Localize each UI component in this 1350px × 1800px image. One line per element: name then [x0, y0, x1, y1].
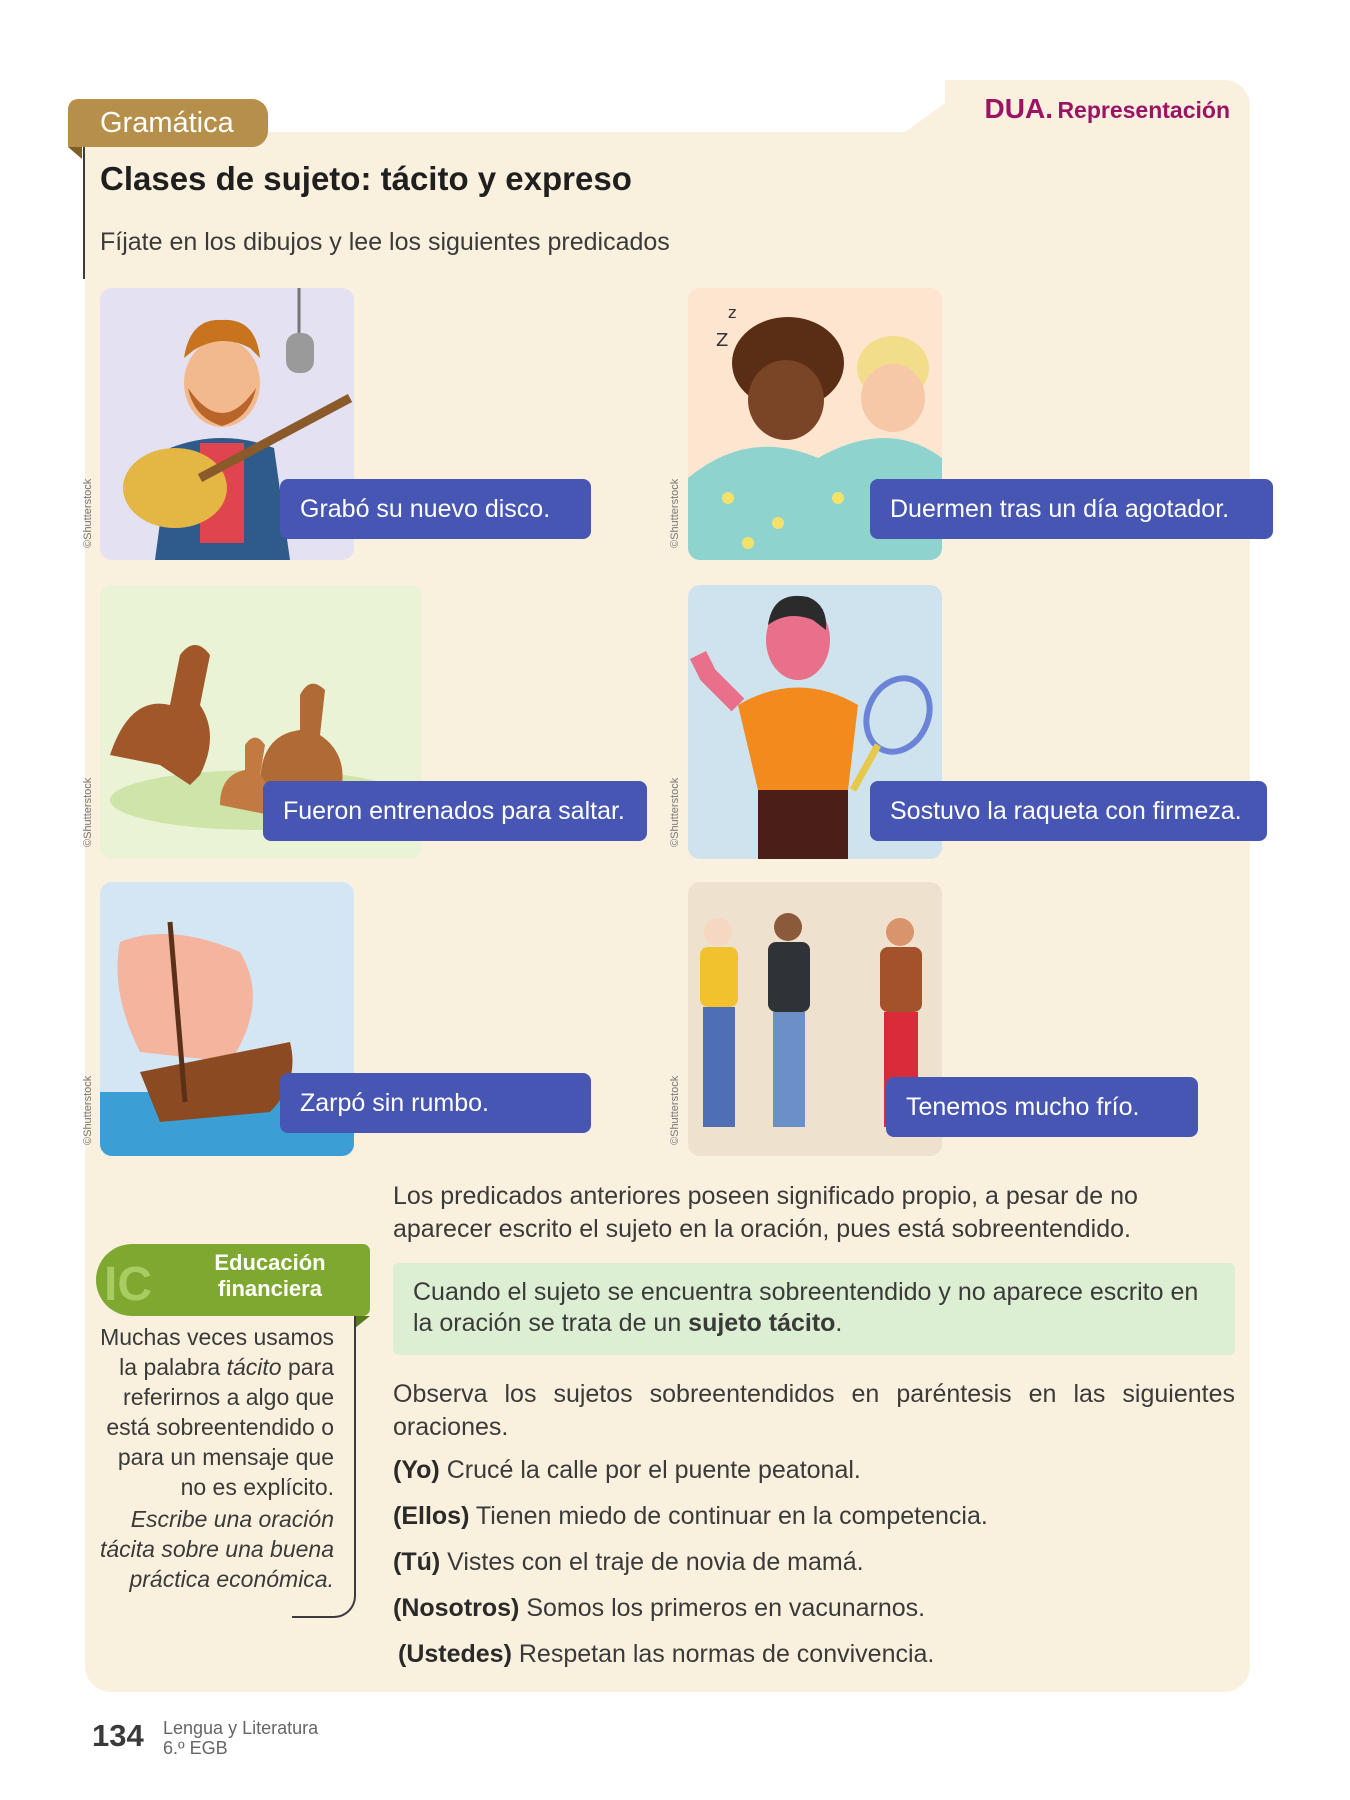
page-number: 134 [92, 1718, 144, 1753]
sidebar-task: Escribe una oración tácita sobre una buena práctica económica. [99, 1506, 334, 1592]
example-4 [393, 1594, 925, 1623]
example-text: Vistes con el traje de novia de mamá. [440, 1548, 864, 1576]
section-tag: Gramática [68, 99, 268, 147]
footer-grade: 6.º EGB [163, 1738, 228, 1758]
sidebar-fold [355, 1316, 370, 1328]
example-text: Respetan las normas de convivencia. [511, 1640, 935, 1668]
example-subject: (Ustedes) [398, 1640, 512, 1668]
caption-5: Zarpó sin rumbo. [280, 1073, 591, 1133]
caption-4: Sostuvo la raqueta con firmeza. [870, 781, 1267, 841]
dua-label [985, 93, 1230, 125]
example-5 [398, 1640, 934, 1669]
sidebar-body-post: para referirnos a algo que está sobreentendido o para un mensaje que no es explícito. [106, 1354, 334, 1500]
definition-text: Cuando el sujeto se encuentra sobreentendido y no aparece escrito en la oración se trata de un [413, 1278, 1199, 1337]
example-text: Somos los primeros en vacunarnos. [519, 1594, 926, 1622]
example-1 [393, 1456, 861, 1485]
page-title: Clases de sujeto: tácito y expreso [100, 160, 632, 197]
caption-6: Tenemos mucho frío. [886, 1077, 1198, 1137]
sidebar-body-pre: Muchas veces usamos la palabra [100, 1324, 334, 1380]
page-subtitle: Fíjate en los dibujos y lee los siguientes predicados [100, 228, 670, 256]
caption-3: Fueron entrenados para saltar. [263, 781, 647, 841]
credit: ©Shutterstock [82, 478, 94, 548]
paragraph-observe-text: Observa los sujetos sobreentendidos en paréntesis en las siguientes oraciones. [393, 1380, 1235, 1441]
credit: ©Shutterstock [669, 1075, 681, 1145]
credit: ©Shutterstock [669, 478, 681, 548]
example-subject: (Yo) [393, 1456, 440, 1484]
dua-main: DUA. [984, 93, 1053, 124]
example-subject: (Ellos) [393, 1502, 470, 1530]
example-text: Tienen miedo de continuar en la competencia. [469, 1502, 988, 1530]
sidebar-body-em: tácito [226, 1354, 282, 1380]
dua-sub: Representación [1057, 97, 1230, 123]
definition-end: . [835, 1309, 843, 1337]
tag-line [83, 147, 85, 279]
caption-2: Duermen tras un día agotador. [870, 479, 1273, 539]
ic-badge-icon [100, 1244, 170, 1316]
paragraph-observe [393, 1378, 1235, 1444]
page-info [163, 1718, 318, 1758]
svg-text:Z: Z [716, 330, 729, 351]
credit: ©Shutterstock [82, 1075, 94, 1145]
definition-term: sujeto tácito [688, 1309, 836, 1337]
footer-subject: Lengua y Literatura [163, 1718, 319, 1738]
sidebar-title: Educación financiera [214, 1250, 326, 1301]
example-subject: (Tú) [393, 1548, 441, 1576]
example-3 [393, 1548, 864, 1577]
credit: ©Shutterstock [669, 777, 681, 847]
caption-1: Grabó su nuevo disco. [280, 479, 591, 539]
svg-text:z: z [728, 303, 737, 322]
example-2 [393, 1502, 988, 1531]
example-text: Crucé la calle por el puente peatonal. [439, 1456, 861, 1484]
example-subject: (Nosotros) [393, 1594, 520, 1622]
sidebar-body [96, 1322, 334, 1594]
svg-text:IC: IC [104, 1258, 152, 1311]
credit: ©Shutterstock [82, 777, 94, 847]
tag-fold [68, 147, 82, 159]
definition-box [393, 1263, 1235, 1355]
paragraph-intro: Los predicados anteriores poseen significado propio, a pesar de no aparecer escrito el sujeto en la oración, pues está sobreentendido. [393, 1182, 1138, 1243]
